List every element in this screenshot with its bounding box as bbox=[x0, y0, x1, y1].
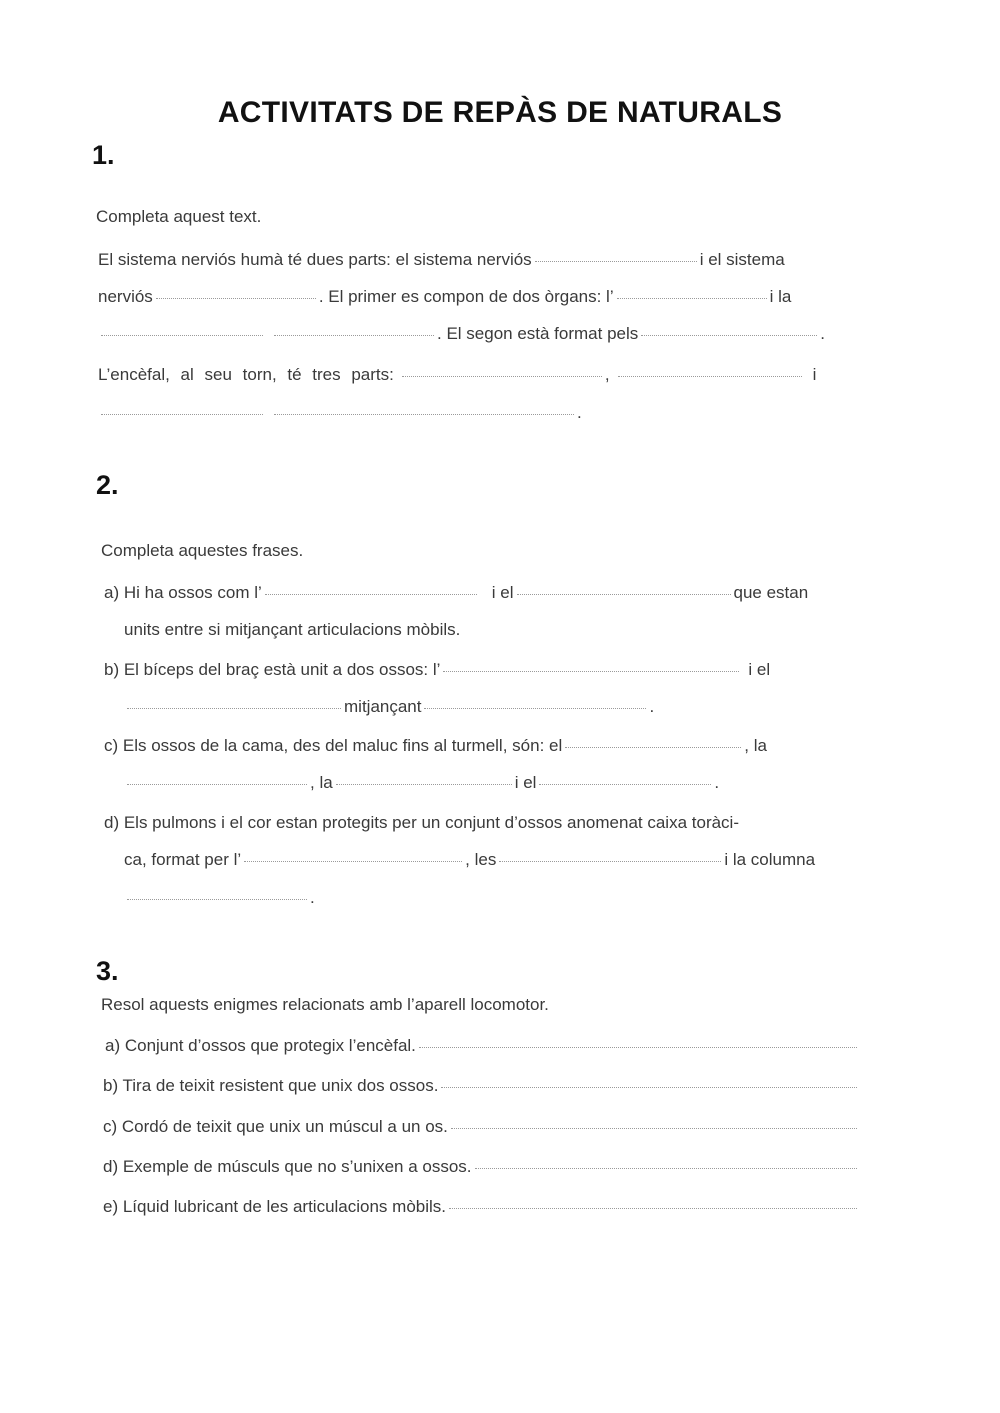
answer-field[interactable] bbox=[441, 1087, 857, 1088]
blank-field[interactable] bbox=[565, 747, 741, 748]
blank-field[interactable] bbox=[499, 861, 721, 862]
blank-field[interactable] bbox=[265, 594, 477, 595]
s1-line-2: nerviós . El primer es compon de dos òrgans: l’ i la bbox=[98, 287, 792, 306]
blank-field[interactable] bbox=[101, 335, 263, 336]
s1-line-5: . bbox=[98, 402, 582, 424]
section-2-number: 2. bbox=[96, 470, 119, 500]
s2-d-line-1: d) Els pulmons i el cor estan protegits per un conjunt d’ossos anomenat caixa toràci- bbox=[104, 813, 739, 832]
section-1-instruction: Completa aquest text. bbox=[96, 207, 262, 226]
answer-field[interactable] bbox=[419, 1047, 857, 1048]
blank-field[interactable] bbox=[127, 784, 307, 785]
s2-a-line-2: units entre si mitjançant articulacions mòbils. bbox=[124, 620, 461, 639]
s2-a-line-1: a) Hi ha ossos com l’ i el que estan bbox=[104, 583, 809, 602]
blank-field[interactable] bbox=[617, 298, 767, 299]
blank-field[interactable] bbox=[641, 335, 817, 336]
s3-item-e: e) Líquid lubricant de les articulacions mòbils. bbox=[103, 1196, 860, 1218]
s1-line-1: El sistema nerviós humà té dues parts: el sistema nerviós i el sistema bbox=[98, 250, 785, 269]
blank-field[interactable] bbox=[517, 594, 731, 595]
blank-field[interactable] bbox=[618, 376, 802, 377]
blank-field[interactable] bbox=[156, 298, 316, 299]
blank-field[interactable] bbox=[127, 708, 341, 709]
s2-c-line-2: , la i el . bbox=[124, 772, 719, 794]
blank-field[interactable] bbox=[336, 784, 512, 785]
blank-field[interactable] bbox=[424, 708, 646, 709]
s1-line-3: . El segon està format pels . bbox=[98, 323, 825, 345]
s1-line-4: L’encèfal, al seu torn, té tres parts: , i bbox=[98, 365, 817, 384]
blank-field[interactable] bbox=[539, 784, 711, 785]
s3-item-a: a) Conjunt d’ossos que protegix l’encèfal. bbox=[105, 1035, 860, 1057]
blank-field[interactable] bbox=[127, 899, 307, 900]
answer-field[interactable] bbox=[449, 1208, 857, 1209]
page-title: ACTIVITATS DE REPÀS DE NATURALS bbox=[217, 96, 783, 129]
section-3-instruction: Resol aquests enigmes relacionats amb l’aparell locomotor. bbox=[101, 995, 549, 1014]
blank-field[interactable] bbox=[244, 861, 462, 862]
blank-field[interactable] bbox=[101, 414, 263, 415]
blank-field[interactable] bbox=[402, 376, 602, 377]
s2-d-line-3: . bbox=[124, 887, 315, 909]
blank-field[interactable] bbox=[274, 335, 434, 336]
s2-c-line-1: c) Els ossos de la cama, des del maluc fins al turmell, són: el , la bbox=[104, 736, 767, 755]
s2-b-line-1: b) El bíceps del braç està unit a dos ossos: l’ i el bbox=[104, 660, 771, 679]
s2-b-line-2: mitjançant . bbox=[124, 696, 654, 718]
s2-d-line-2: ca, format per l’ , les i la columna bbox=[124, 850, 816, 869]
blank-field[interactable] bbox=[535, 261, 697, 262]
answer-field[interactable] bbox=[475, 1168, 857, 1169]
section-1-number: 1. bbox=[92, 140, 115, 170]
blank-field[interactable] bbox=[443, 671, 739, 672]
s3-item-b: b) Tira de teixit resistent que unix dos ossos. bbox=[103, 1075, 860, 1097]
s3-item-c: c) Cordó de teixit que unix un múscul a un os. bbox=[103, 1116, 860, 1138]
section-3-number: 3. bbox=[96, 956, 119, 986]
blank-field[interactable] bbox=[274, 414, 574, 415]
s3-item-d: d) Exemple de músculs que no s’unixen a ossos. bbox=[103, 1156, 860, 1178]
answer-field[interactable] bbox=[451, 1128, 857, 1129]
section-2-instruction: Completa aquestes frases. bbox=[101, 541, 304, 560]
